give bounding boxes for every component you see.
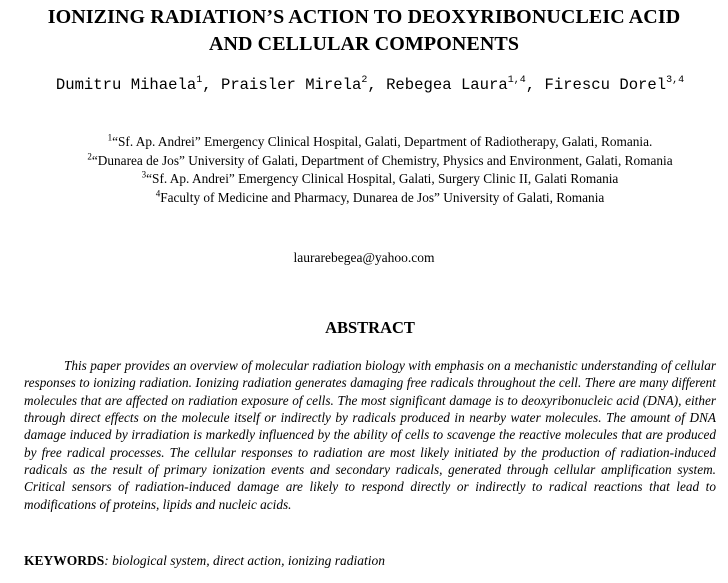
- paper-title: [0, 4, 728, 58]
- keywords-list: : biological system, direct action, ionizing radiation: [104, 553, 385, 568]
- affiliation-text: Faculty of Medicine and Pharmacy, Dunarea de Jos” University of Galati, Romania: [160, 189, 605, 205]
- author-affiliation-mark: 3,4: [666, 74, 685, 86]
- abstract-body: This paper provides an overview of molecular radiation biology with emphasis on a mechanistic understanding of cellular responses to ionizing radiation. Ionizing radiation generates damaging free radicals throughout the cell. There are many different molecules that are affected on radiation exposure of cells. The most significant damage is to deoxyribonucleic acid (DNA), either through direct effects on the molecule itself or indirectly by radicals produced in nearby water molecules. The amount of DNA damage induced by irradiation is markedly influenced by the ability of cells to scavenge the reactive molecules that are produced by free radical processes. The cellular responses to radiation are most likely initiated by the production of radiation-induced radicals as the result of primary ionization events and secondary radicals, generated through cellular amplification system. Critical sensors of radiation-induced damage are likely to respond directly or indirectly to radical reactions that lead to modifications of proteins, lipids and nucleic acids.: [24, 358, 716, 512]
- affiliation-mark: 3: [141, 169, 147, 180]
- affiliation-item: [60, 170, 700, 189]
- affiliation-mark: 2: [87, 151, 92, 162]
- author-affiliation-mark: 1,4: [507, 74, 526, 86]
- affiliation-item: [60, 152, 700, 171]
- keywords-line: [24, 553, 716, 569]
- affiliation-mark: 4: [155, 188, 161, 199]
- author-affiliation-mark: 1: [196, 74, 203, 86]
- title-line-2: AND CELLULAR COMPONENTS: [208, 33, 520, 55]
- affiliation-item: [60, 189, 700, 208]
- author-separator: ,: [525, 76, 545, 94]
- author-name: Firescu Dorel: [544, 76, 667, 94]
- affiliation-text: “Sf. Ap. Andrei” Emergency Clinical Hospital, Galati, Surgery Clinic II, Galati Romania: [146, 171, 619, 186]
- author-name: Praisler Mirela: [220, 76, 362, 94]
- author-affiliation-mark: 2: [361, 74, 368, 86]
- abstract-heading: ABSTRACT: [325, 318, 415, 337]
- title-line-1: IONIZING RADIATION’S ACTION TO DEOXYRIBONUCLEIC ACID: [47, 6, 681, 28]
- affiliation-text: “Sf. Ap. Andrei” Emergency Clinical Hospital, Galati, Department of Radiotherapy, Galati, Romania.: [112, 134, 653, 149]
- affiliation-item: [60, 133, 700, 152]
- author-name: Dumitru Mihaela: [55, 76, 197, 94]
- author-list: [40, 74, 700, 96]
- author-name: Rebegea Laura: [386, 76, 508, 94]
- affiliation-mark: 1: [107, 132, 113, 143]
- affiliation-text: “Dunarea de Jos” University of Galati, Department of Chemistry, Physics and Environment, Galati, Romania: [91, 152, 673, 168]
- affiliation-list: [60, 133, 700, 207]
- author-separator: ,: [202, 76, 221, 94]
- author-separator: ,: [367, 76, 387, 94]
- contact-email[interactable]: laurarebegea@yahoo.com: [293, 250, 435, 265]
- keywords-label: KEYWORDS: [24, 553, 105, 568]
